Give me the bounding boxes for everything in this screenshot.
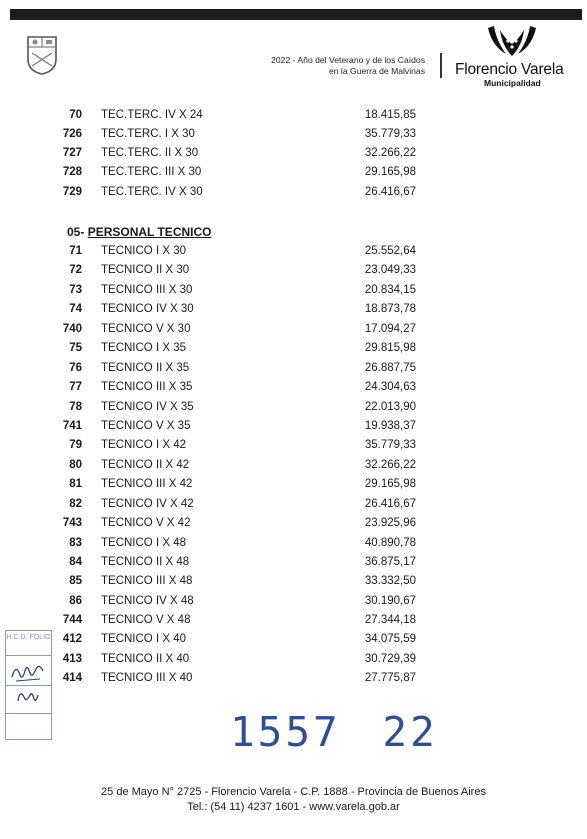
row-description: TECNICO V X 30: [101, 323, 191, 335]
row-description: TECNICO IV X 30: [101, 303, 194, 315]
table-row: [0, 418, 587, 437]
row-code: 83: [69, 537, 82, 549]
row-code: 741: [62, 420, 82, 432]
row-description: TECNICO IV X 35: [101, 401, 194, 413]
signature-icon: [10, 659, 46, 685]
slogan-line-2: en la Guerra de Malvinas: [328, 66, 425, 76]
stamp-divider: [6, 655, 51, 656]
table-row: [0, 399, 587, 418]
table-row: [0, 282, 587, 301]
row-amount: 29.165,98: [364, 478, 416, 490]
row-code: 76: [69, 362, 82, 374]
row-code: 74: [69, 303, 82, 315]
table-row: [0, 515, 587, 534]
row-description: TECNICO I X 35: [101, 342, 186, 354]
table-row: [0, 360, 587, 379]
table-row: [0, 107, 587, 126]
slogan-line-1: 2022 - Año del Veterano y de los Caídos: [271, 55, 425, 65]
row-amount: 26.416,67: [364, 186, 416, 198]
row-amount: 19.938,37: [364, 420, 416, 432]
row-amount: 18.873,78: [364, 303, 416, 315]
row-amount: 35.779,33: [364, 439, 416, 451]
row-description: TECNICO V X 35: [101, 420, 191, 432]
row-description: TECNICO II X 35: [101, 362, 190, 374]
row-description: TECNICO III X 40: [101, 672, 193, 684]
brand-subtitle: Municipalidad: [484, 78, 541, 88]
table-row: [0, 262, 587, 281]
row-code: 86: [69, 595, 82, 607]
row-amount: 40.890,78: [364, 537, 416, 549]
scan-top-border: [10, 9, 582, 20]
municipal-seal-icon: [25, 33, 59, 75]
row-amount: 27.344,18: [364, 614, 416, 626]
row-amount: 35.779,33: [364, 128, 416, 140]
row-code: 79: [69, 439, 82, 451]
table-row: [0, 145, 587, 164]
row-code: 85: [69, 575, 82, 587]
table-row: [0, 164, 587, 183]
section-heading: [67, 225, 211, 239]
row-description: TEC.TERC. IV X 30: [101, 186, 203, 198]
row-code: 728: [62, 166, 82, 178]
row-amount: 32.266,22: [364, 459, 416, 471]
row-code: 71: [69, 245, 82, 257]
row-description: TECNICO I X 30: [101, 245, 186, 257]
row-description: TECNICO IV X 42: [101, 498, 194, 510]
row-amount: 33.332,50: [364, 575, 416, 587]
row-amount: 30.190,67: [364, 595, 416, 607]
table-row: [0, 535, 587, 554]
row-description: TECNICO III X 35: [101, 381, 193, 393]
row-code: 744: [62, 614, 82, 626]
row-code: 80: [69, 459, 82, 471]
header-divider: [440, 53, 442, 78]
row-code: 412: [62, 633, 82, 645]
row-amount: 17.094,27: [364, 323, 416, 335]
row-amount: 30.729,39: [364, 653, 416, 665]
row-amount: 22.013,90: [364, 401, 416, 413]
row-code: 84: [69, 556, 82, 568]
stamp-label: H.C.D. FOLIO: [6, 634, 51, 641]
row-amount: 26.416,67: [364, 498, 416, 510]
row-description: TEC.TERC. III X 30: [101, 166, 202, 178]
table-row: [0, 437, 587, 456]
row-code: 82: [69, 498, 82, 510]
row-code: 72: [69, 264, 82, 276]
row-description: TEC.TERC. IV X 24: [101, 109, 203, 121]
table-row: [0, 496, 587, 515]
table-row: [0, 379, 587, 398]
row-amount: 32.266,22: [364, 147, 416, 159]
stamp-divider: [6, 713, 51, 714]
row-code: 727: [62, 147, 82, 159]
brand-name: Florencio Varela: [455, 61, 564, 78]
header-slogan: [205, 55, 425, 77]
row-description: TECNICO II X 30: [101, 264, 190, 276]
row-amount: 26.887,75: [364, 362, 416, 374]
row-description: TECNICO V X 48: [101, 614, 191, 626]
row-amount: 20.834,15: [364, 284, 416, 296]
row-description: TECNICO III X 42: [101, 478, 193, 490]
table-row: [0, 184, 587, 203]
row-code: 70: [69, 109, 82, 121]
table-row: [0, 321, 587, 340]
row-amount: 23.925,96: [364, 517, 416, 529]
row-description: TECNICO II X 42: [101, 459, 190, 471]
table-row: [0, 670, 587, 689]
row-code: 414: [62, 672, 82, 684]
row-amount: 18.415,85: [364, 109, 416, 121]
row-code: 75: [69, 342, 82, 354]
table-row: [0, 554, 587, 573]
row-description: TECNICO IV X 48: [101, 595, 194, 607]
row-description: TEC.TERC. I X 30: [101, 128, 195, 140]
table-row: [0, 340, 587, 359]
row-description: TEC.TERC. II X 30: [101, 147, 199, 159]
table-row: [0, 612, 587, 631]
table-row: [0, 301, 587, 320]
row-code: 729: [62, 186, 82, 198]
row-description: TECNICO V X 42: [101, 517, 191, 529]
row-amount: 23.049,33: [364, 264, 416, 276]
row-description: TECNICO III X 48: [101, 575, 193, 587]
footer-contact: Tel.: (54 11) 4237 1601 - www.varela.gob.ar: [187, 801, 400, 813]
row-code: 81: [69, 478, 82, 490]
row-amount: 25.552,64: [364, 245, 416, 257]
table-row: [0, 126, 587, 145]
row-description: TECNICO I X 40: [101, 633, 186, 645]
table-row: [0, 457, 587, 476]
row-amount: 27.775,87: [364, 672, 416, 684]
row-amount: 24.304,63: [364, 381, 416, 393]
row-code: 743: [62, 517, 82, 529]
row-description: TECNICO I X 42: [101, 439, 186, 451]
table-row: [0, 651, 587, 670]
row-description: TECNICO III X 30: [101, 284, 193, 296]
row-code: 77: [69, 381, 82, 393]
stamp-divider: [6, 685, 51, 686]
section-number: 05-: [67, 225, 85, 239]
florencio-varela-logo-icon: [482, 24, 542, 62]
row-description: TECNICO I X 48: [101, 537, 186, 549]
folio-number-stamp: 1557 22: [230, 708, 438, 756]
row-amount: 36.875,17: [364, 556, 416, 568]
row-amount: 29.815,98: [364, 342, 416, 354]
row-code: 73: [69, 284, 82, 296]
section-title: PERSONAL TECNICO: [87, 225, 212, 239]
table-row: [0, 573, 587, 592]
table-row: [0, 243, 587, 262]
table-row: [0, 593, 587, 612]
row-description: TECNICO II X 48: [101, 556, 190, 568]
footer-address: 25 de Mayo N° 2725 - Florencio Varela - C.P. 1888 - Provincia de Buenos Aires: [101, 786, 486, 798]
folio-stamp: [5, 630, 52, 740]
row-amount: 29.165,98: [364, 166, 416, 178]
initials-icon: [10, 687, 46, 707]
row-description: TECNICO II X 40: [101, 653, 190, 665]
row-code: 78: [69, 401, 82, 413]
table-row: [0, 476, 587, 495]
row-code: 740: [62, 323, 82, 335]
row-code: 726: [62, 128, 82, 140]
row-code: 413: [62, 653, 82, 665]
row-amount: 34.075,59: [364, 633, 416, 645]
table-row: [0, 631, 587, 650]
